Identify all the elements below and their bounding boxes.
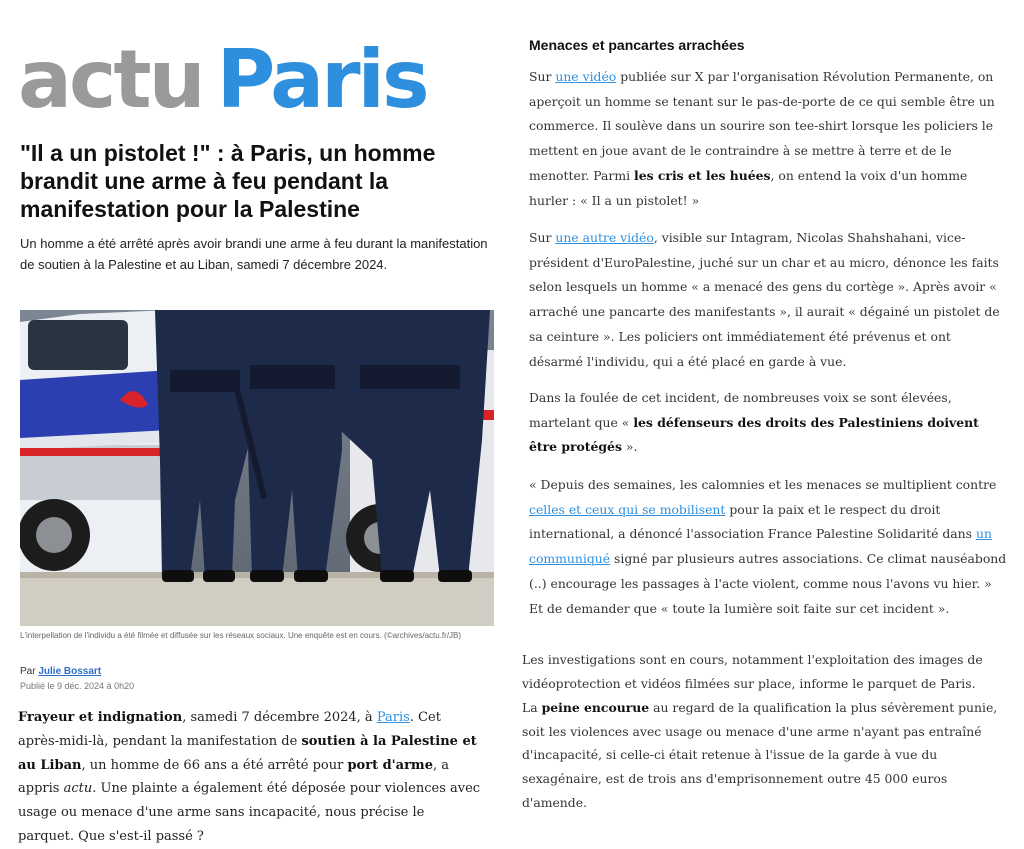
publish-date: Publié le 9 déc. 2024 à 0h20 [20, 681, 135, 691]
paragraph-video-2 [529, 226, 1007, 374]
p2-text-1: Sur [529, 230, 556, 245]
mobilisation-link[interactable]: celles et ceux qui se mobilisent [529, 501, 726, 517]
author-link[interactable]: Julie Bossart [38, 666, 102, 677]
article-photo [20, 310, 494, 626]
site-logo[interactable] [18, 33, 427, 126]
p2-text-2: , visible sur Intagram, Nicolas Shahshahani, vice-président d'EuroPalestine, juché sur un char et au micro, dénonce les faits selon lesquels un homme « a menacé des gens du cortège ». Après avoir « arraché une pancarte des manifestants », il aurait « dégainé un pistolet de sa ceinture ». Les policiers ont immédiatement été prévenus et ont désarmé l'individu, qui a été placé en garde à vue. [529, 230, 1000, 369]
p4-text-1: « Depuis des semaines, les calomnies et les menaces se multiplient contre [529, 477, 997, 492]
p6-text-1: La [522, 700, 542, 715]
intro-text-1: , samedi 7 décembre 2024, à [182, 710, 377, 725]
logo-actu: actu [18, 33, 203, 126]
byline-label: Par [20, 666, 36, 677]
paragraph-reactions [529, 386, 1007, 460]
communique-link[interactable]: un communiqué [529, 526, 992, 567]
p3-bold-1: les défenseurs des droits des Palestiniens doivent être protégés [529, 414, 979, 455]
p6-bold-1: peine encourue [541, 700, 650, 715]
p3-text-1: Dans la foulée de cet incident, de nombreuses voix se sont élevées, martelant que « [529, 390, 952, 430]
logo-paris: Paris [216, 33, 427, 126]
section-heading: Menaces et pancartes arrachées [529, 37, 745, 53]
article-lede: Un homme a été arrêté après avoir brandi une arme à feu durant la manifestation de soutien à la Palestine et au Liban, samedi 7 décembre 2024. [20, 236, 488, 272]
paragraph-quote [529, 473, 1007, 621]
byline [20, 666, 101, 677]
video-link[interactable]: une vidéo [555, 69, 617, 84]
intro-text-4: , a appris [18, 757, 449, 797]
article-title: "Il a un pistolet !" : à Paris, un homme brandit une arme à feu pendant la manifestation pour la Palestine [20, 140, 436, 222]
intro-text-2: . Cet après-midi-là, pendant la manifestation de [18, 710, 441, 749]
paragraph-video-1 [529, 65, 1007, 213]
p6-text-2: au regard de la qualification la plus sévèrement punie, soit les violences avec usage ou menace d'une arme n'ayant pas entraîné d'incapacité, si celle-ci était retenue à l'issue de la garde à vue du sexagénaire, est de trois ans d'emprisonnement outre 45 000 euros d'amende. [522, 700, 998, 810]
p4-text-2: pour la paix et le respect du droit international, a dénoncé l'association France Palestine Solidarité dans [529, 501, 976, 542]
photo-caption: L'interpellation de l'individu a été filmée et diffusée sur les réseaux sociaux. Une enquête est en cours. (©archives/actu.fr/JB) [20, 631, 462, 640]
p1-text-2: publiée sur X par l'organisation Révolution Permanente, on aperçoit un homme se tenant sur le pas-de-porte de ce qui semble être un commerce. Il soulève dans un sourire son tee-shirt lorsque les policiers le mettent en joue avant de le contraindre à se mettre à terre et de le menotter. Parmi [529, 69, 995, 183]
paragraph-investigation: Les investigations sont en cours, notamment l'exploitation des images de vidéoprotection et vidéos filmées sur place, informe le parquet de Paris. [522, 652, 983, 691]
intro-italic-1: actu [63, 781, 93, 797]
intro-bold-1: Frayeur et indignation [18, 710, 183, 725]
other-video-link[interactable]: une autre vidéo [555, 230, 654, 245]
p4-text-3: signé par plusieurs autres associations. Ce climat nauséabond (..) encourage les passages à l'acte violent, comme nous l'avons vu hier. » Et de demander que « toute la lumière soit faite sur cet incident ». [529, 551, 1007, 616]
p1-text-1: Sur [529, 69, 556, 84]
intro-text-5: . Une plainte a également été déposée pour violences avec usage ou menace d'une arme sans incapacité, nous précise le parquet. Que s'est-il passé ? [18, 781, 481, 844]
intro-bold-3: port d'arme [347, 757, 433, 773]
intro-text-3: , un homme de 66 ans a été arrêté pour [81, 757, 348, 773]
paris-link[interactable]: Paris [376, 710, 410, 725]
p1-text-3: , on entend la voix d'un homme hurler : « Il a un pistolet! » [529, 167, 968, 208]
intro-paragraph [18, 706, 484, 849]
intro-bold-2: soutien à la Palestine et au Liban [18, 733, 477, 773]
p1-bold-1: les cris et les huées [634, 167, 771, 183]
p3-text-2: ». [621, 439, 638, 455]
paragraph-penalty [522, 696, 1008, 815]
